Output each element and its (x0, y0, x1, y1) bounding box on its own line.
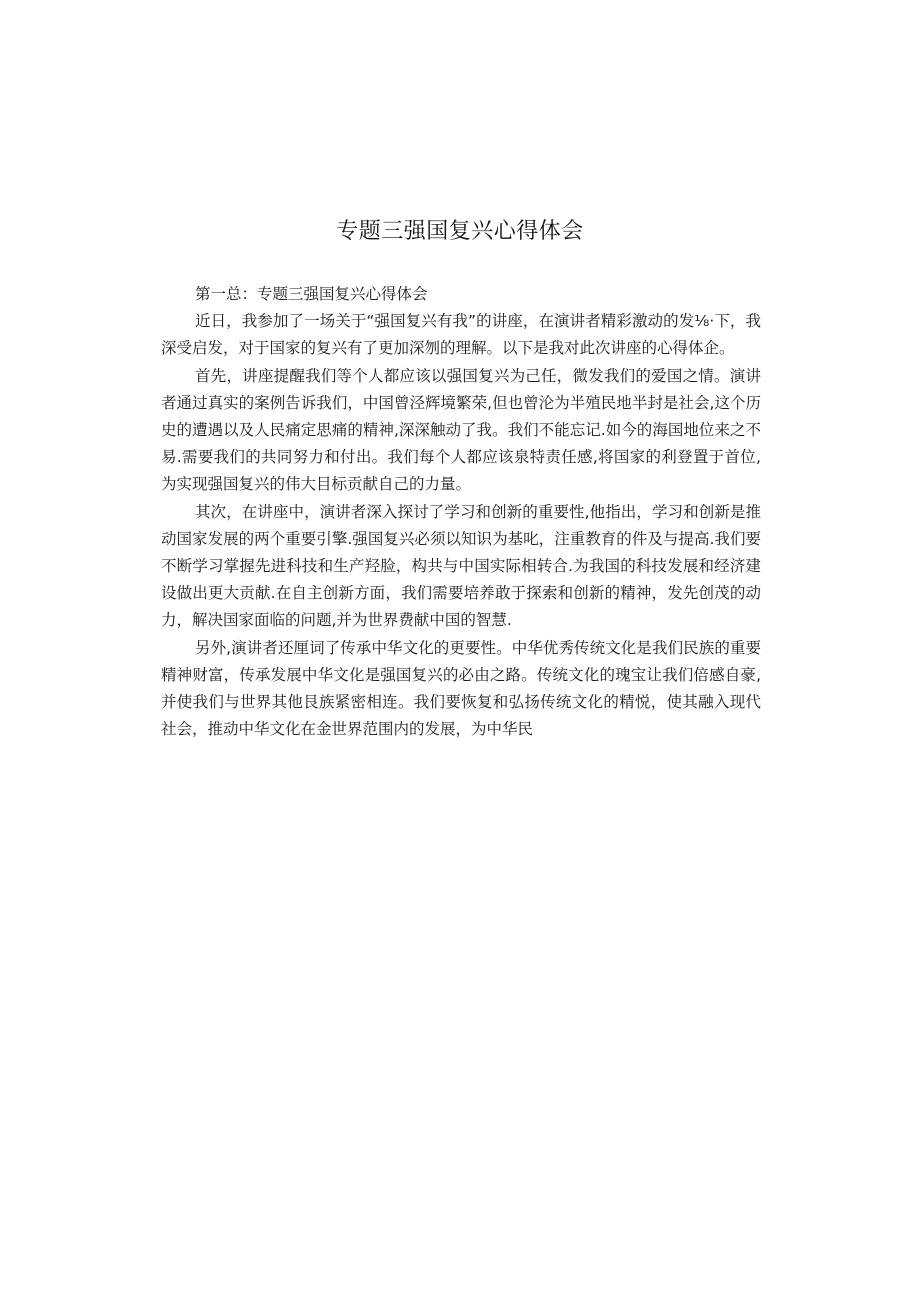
page-title: 专题三强国复兴心得体会 (336, 219, 584, 244)
document-body (161, 281, 761, 743)
paragraph-first-point: 首先，讲座提醒我们等个人都应该以强国复兴为己任，微发我们的爱国之情。演讲者通过真实的案例告诉我们，中国曾泾辉境繁荣,但也曾沦为半殖民地半封是社会,这个历史的遭遇以及人民痛定思痛的精神,深深触动了我。我们不能忘记.如今的海国地位来之不易.需要我们的共同努力和付出。我们每个人都应该泉特责任感,将国家的利登置于首位,为实现强国复兴的伟大目标贡献自己的力量。 (161, 366, 761, 494)
paragraph-intro: 近日，我参加了一场关于“强国复兴有我”的讲座，在演讲者精彩激动的发⅛·下，我深受启发，对于国家的复兴有了更加深刎的理解。以下是我对此次讲座的心得体企。 (161, 312, 761, 358)
section-heading: 第一总：专题三强国复兴心得体会 (195, 285, 428, 303)
paragraph-third-point: 另外,演讲者还厘词了传承中华文化的更要性。中华优秀传统文化是我们民族的重要精神财富，传承发展中华文化是强国复兴的必由之路。传统文化的瑰宝让我们倍感自豪,并使我们与世界其他艮族紧密相连。我们要恢复和弘扬传统文化的精悦，使其融入现代社会，推动中华文化在金世界范围内的发展，为中华民 (161, 638, 761, 739)
paragraph-second-point: 其次，在讲座中，演讲者深入探讨了学习和创新的重要性,他指出，学习和创新是推动国家发展的两个重要引擎.强国复兴必须以知识为基叱，注重教育的件及与提高.我们要不断学习掌握先进科技和生产羟脸，构共与中国实际相转合.为我国的科技发展和经济建设做出更大贡献.在自主创新方面，我们需要培养敢于探索和创新的精神，发先创茂的动力，解决国家面临的问题,并为世界费献中国的智慧. (161, 502, 761, 630)
